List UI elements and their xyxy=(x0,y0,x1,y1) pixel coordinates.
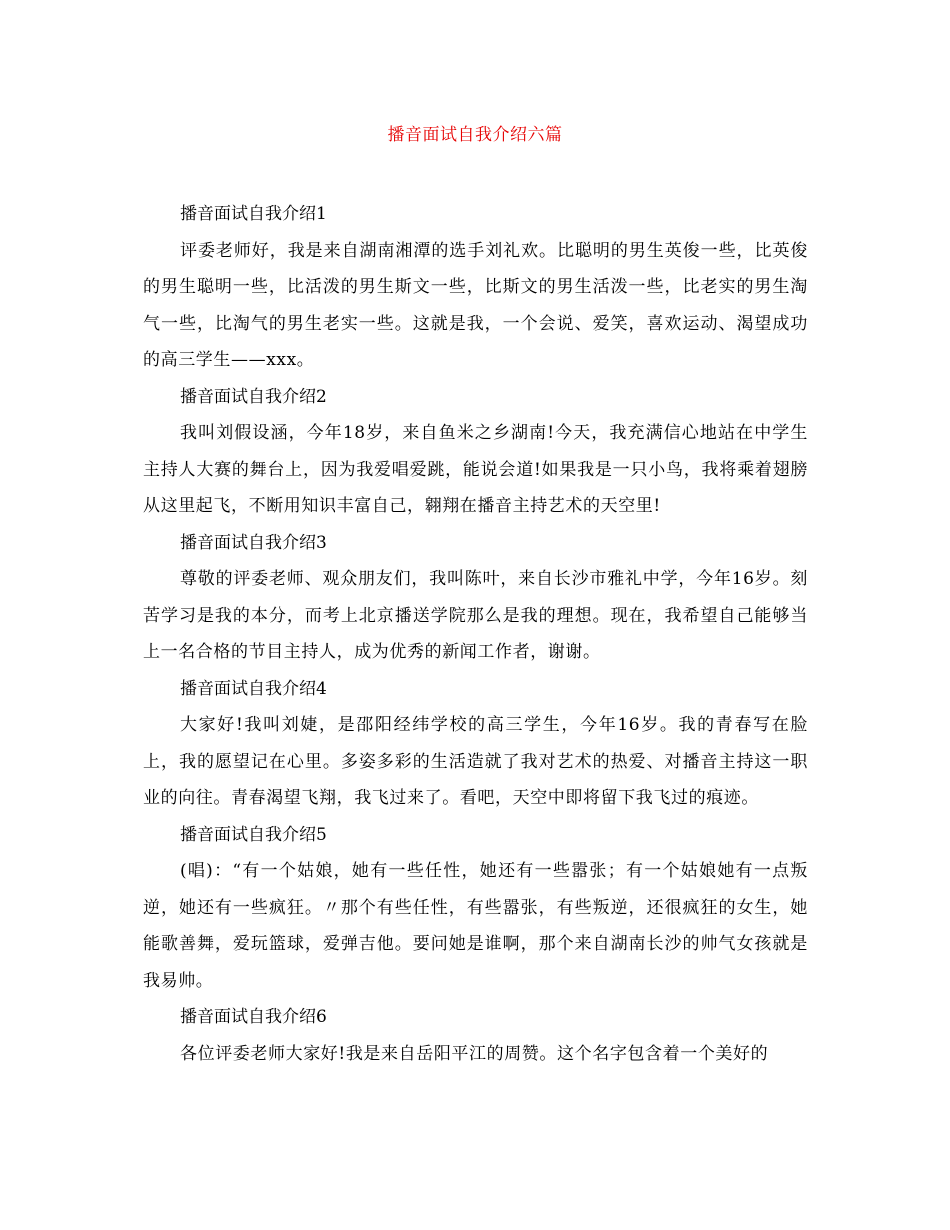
section-body-1: 评委老师好，我是来自湖南湘潭的选手刘礼欢。比聪明的男生英俊一些，比英俊的男生聪明一些，比活泼的男生斯文一些，比斯文的男生活泼一些，比老实的男生淘气一些，比淘气的男生老实一些。这就是我，一个会说、爱笑，喜欢运动、渴望成功的高三学生——xxx。 xyxy=(143,240,808,370)
section-body-6: 各位评委老师大家好!我是来自岳阳平江的周赞。这个名字包含着一个美好的 xyxy=(180,1043,769,1064)
document-title: 播音面试自我介绍六篇 xyxy=(387,125,563,145)
section-heading-1: 播音面试自我介绍1 xyxy=(180,204,327,224)
section-heading-4: 播音面试自我介绍4 xyxy=(180,678,327,699)
section-heading-2: 播音面试自我介绍2 xyxy=(180,386,327,407)
section-body-5: (唱)：“有一个姑娘，她有一些任性，她还有一些嚣张；有一个姑娘她有一点叛逆，她还有一些疯狂。〃那个有些任性，有些嚣张，有些叛逆，还很疯狂的女生，她能歌善舞，爱玩篮球，爱弹吉他。要问她是谁啊，那个来自湖南长沙的帅气女孩就是我易帅。 xyxy=(143,861,808,991)
section-body-2: 我叫刘假设涵，今年18岁，来自鱼米之乡湖南!今天，我充满信心地站在中学生主持人大赛的舞台上，因为我爱唱爱跳，能说会道!如果我是一只小鸟，我将乘着翅膀从这里起飞，不断用知识丰富自己，翱翔在播音主持艺术的天空里! xyxy=(143,423,808,516)
section-heading-5: 播音面试自我介绍5 xyxy=(180,824,327,845)
section-body-3: 尊敬的评委老师、观众朋友们，我叫陈叶，来自长沙市雅礼中学，今年16岁。刻苦学习是我的本分，而考上北京播送学院那么是我的理想。现在，我希望自己能够当上一名合格的节目主持人，成为优秀的新闻工作者，谢谢。 xyxy=(143,569,808,662)
section-heading-3: 播音面试自我介绍3 xyxy=(180,532,327,553)
section-body-4: 大家好!我叫刘婕，是邵阳经纬学校的高三学生，今年16岁。我的青春写在脸上，我的愿望记在心里。多姿多彩的生活造就了我对艺术的热爱、对播音主持这一职业的向往。青春渴望飞翔，我飞过来了。看吧，天空中即将留下我飞过的痕迹。 xyxy=(143,715,808,808)
section-heading-6: 播音面试自我介绍6 xyxy=(180,1007,327,1027)
document-body xyxy=(143,196,808,1072)
